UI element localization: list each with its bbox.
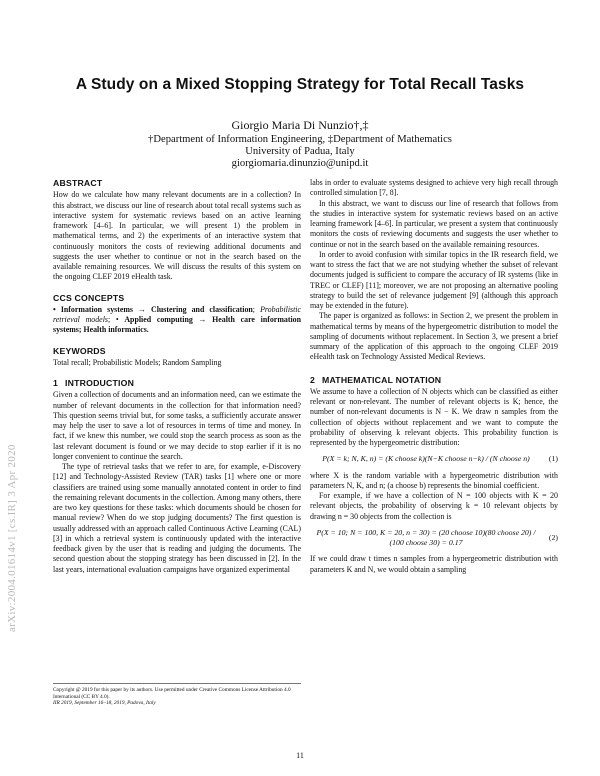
right-column (310, 178, 558, 575)
ccs-term-3: Applied computing → Health care information systems; Health informatics. (53, 315, 301, 335)
left-column (53, 178, 301, 575)
equation-2-expression: P(X = 10; N = 100, K = 20, n = 30) = (20 choose 10)(80 choose 20) / (100 choose 30) = 0.17 (316, 527, 536, 547)
math-section-number: 2 (310, 374, 316, 385)
author-affiliations: †Department of Information Engineering, ‡Department of Mathematics (148, 134, 452, 145)
equation-1-expression: P(X = k; N, K, n) = (K choose k)(N−K choose n−k) / (N choose n) (322, 454, 530, 464)
intro-paragraph-2: The type of retrieval tasks that we refer to are, for example, e-Discovery [12] and Technology-Assisted Review (TAR) tasks [1] where one or more classifiers are trained using some manually annotated content in order to find the remaining relevant documents in the collection. Among many others, there are two key questions for these tasks: which documents should be chosen for manual review? When do we stop judging documents? The first question is usually addressed with an approach called Continuous Active Learning (CAL) [3] in which a retrieval system is continuously updated with the interactive feedback given by the user that is reading and judging the documents. The second question about the stopping strategy has been discussed in [2]. In the last years, international evaluation campaigns have organized experimental (53, 462, 301, 574)
math-paragraph-1: We assume to have a collection of N objects which can be classified as either relevant or non-relevant. The number of relevant objects is K; hence, the number of non-relevant documents is N − K. We draw n samples from the collection of objects without replacement and we want to compute the probability of observing k relevant objects. This probability function is represented by the hypergeometric distribution: (310, 386, 558, 447)
ccs-text (53, 305, 301, 336)
ccs-separator: ; (252, 304, 261, 314)
math-heading (310, 375, 558, 385)
author-university: University of Padua, Italy (245, 146, 355, 158)
conference-info: IIR 2019, September 16–18, 2019, Padova, Italy (53, 700, 156, 707)
author-name: Giorgio Maria Di Nunzio†,‡ (231, 118, 369, 132)
math-paragraph-2: where X is the random variable with a hypergeometric distribution with parameters N, K, and n; (a choose b) represents the binomial coefficient. (310, 470, 558, 490)
author-email: giorgiomaria.dinunzio@unipd.it (231, 158, 369, 170)
intro-paragraph-1: Given a collection of documents and an information need, can we estimate the number of relevant documents in the collection for that information need? This question seems trivial but, for some tasks, a sufficiently accurate answer may help the user to save a lot of resources in terms of time and money. In fact, if we knew this number, we could stop the search process as soon as the last relevant document is found or we may decide to stop earlier if it is no longer convenient to continue the search. (53, 390, 301, 461)
author-block (0, 118, 600, 171)
copyright-notice (53, 683, 301, 707)
math-paragraph-4: If we could draw t times n samples from a hypergeometric distribution with parameters K and N, we would obtain a sampling (310, 554, 558, 574)
equation-1 (310, 454, 558, 464)
keywords-text: Total recall; Probabilistic Models; Random Sampling (53, 357, 222, 367)
paper-title: A Study on a Mixed Stopping Strategy for Total Recall Tasks (75, 76, 525, 93)
abstract-text: How do we calculate how many relevant documents are in a collection? In this abstract, we discuss our line of research about total recall systems such as interactive system for systematic reviews based on an active learning framework [4–6]. In particular, we will present 1) the problem in mathematical terms, and 2) the experiments of an interactive system that continuously monitors the costs of reviewing additional documents and suggests the user whether to continue or not in the search based on the available remaining resources. We will discuss the results of this system on the ongoing CLEF 2019 eHealth task. (53, 190, 301, 282)
intro-heading (53, 378, 301, 388)
ccs-term-1: • Information systems → Clustering and classification (53, 304, 253, 314)
right-paragraph-2: In this abstract, we want to discuss our line of research that follows from the studies in interactive system for systematic reviews based on an active learning framework [4–6]. In particular, we present a system that continuously monitors the costs of reviewing documents and suggests the user whether to continue or not in the search based on the available remaining resources. (310, 198, 558, 249)
intro-section-title: INTRODUCTION (65, 378, 135, 388)
math-paragraph-3: For example, if we have a collection of N = 100 objects with K = 20 relevant objects, the probability of observing k = 10 relevant objects by drawing n = 30 objects from the collection is (310, 491, 558, 521)
equation-2-number: (2) (548, 532, 558, 542)
math-section-title: MATHEMATICAL NOTATION (322, 374, 442, 385)
intro-section-number: 1 (53, 378, 59, 388)
right-paragraph-4: The paper is organized as follows: in Section 2, we present the problem in mathematical terms by means of the hypergeometric distribution to model the sampling of documents without replacement. In Section 3, we present a brief summary of the application of this approach to the ongoing CLEF 2019 eHealth task on Technology Assisted Medical Reviews. (310, 311, 558, 362)
equation-1-number: (1) (548, 454, 558, 464)
copyright-text: Copyright @ 2019 for this paper by its authors. Use permitted under Creative Commons License Attribution 4.0 International (CC BY 4.0). (53, 687, 291, 700)
ccs-bullet: ; • (107, 315, 125, 324)
page-number: 11 (296, 751, 304, 760)
ccs-heading: CCS CONCEPTS (53, 292, 125, 303)
right-paragraph-1: labs in order to evaluate systems designed to achieve very high recall through controlled simulation [7, 8]. (310, 178, 558, 198)
ccs-term-2: Probabilistic retrieval models (53, 304, 301, 324)
equation-2 (310, 528, 558, 549)
right-paragraph-3: In order to avoid confusion with similar topics in the IR research field, we want to stress the fact that we are not studying whether the subset of relevant documents judged is sufficient to compare the accuracy of IR systems (like in TREC or CLEF) [11]; moreover, we are not proposing an alternative pooling strategy to build the set of relevance judgement [9] (although this approach may be extended in the future). (310, 249, 558, 310)
arxiv-side-stamp (6, 332, 20, 632)
arxiv-identifier: arXiv:2004.01614v1 [cs.IR] 3 Apr 2020 (6, 444, 18, 632)
abstract-heading: ABSTRACT (53, 178, 103, 188)
keywords-heading: KEYWORDS (53, 345, 106, 356)
